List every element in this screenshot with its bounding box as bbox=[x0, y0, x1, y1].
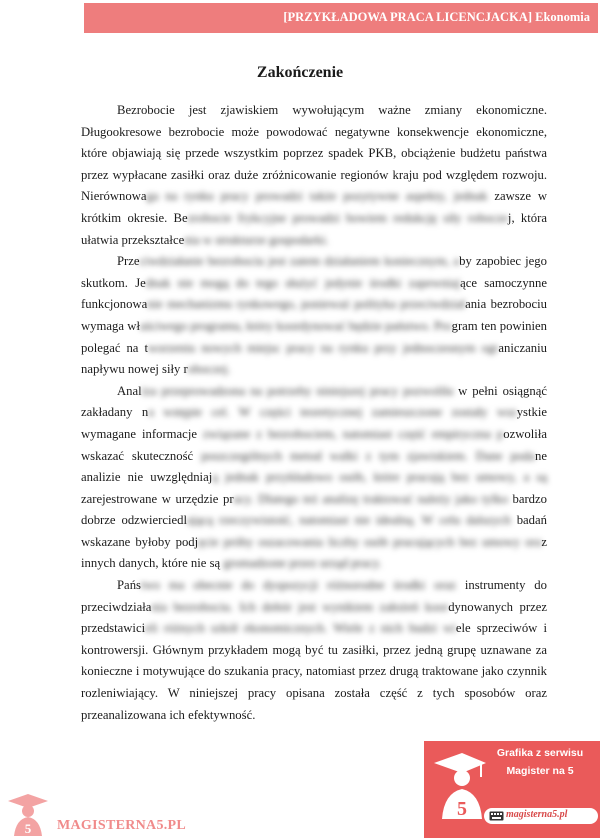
blurred-text: acy. Dlatego też analizę traktować należy jako tylko bbox=[233, 491, 513, 506]
promo-badge-number: 5 bbox=[457, 798, 467, 820]
document-header-label: [PRZYKŁADOWA PRACA LICENCJACKA] Ekonomia bbox=[283, 10, 590, 24]
blurred-text: gromadzone przez urząd pracy. bbox=[223, 556, 382, 571]
blurred-text: poszczególnych metod walki z tym zjawiskiem. Dane poda bbox=[193, 448, 536, 463]
paragraph-text: ące samoczynne funkcjonowa bbox=[81, 275, 547, 312]
blurred-text: worzeniu nowych miejsc pracy na rynku przy jednoczesnym ogr bbox=[147, 340, 499, 355]
promo-banner[interactable] bbox=[424, 741, 600, 838]
blurred-text: ciwdziałanie bezrobociu jest zatem działaniem koniecznym, a bbox=[139, 254, 460, 269]
paragraph-text: gram ten powinien polegać na t bbox=[81, 318, 548, 355]
paragraph-text: zarejestrowane w urzędzie pr bbox=[81, 491, 234, 506]
promo-line-2: Magister na 5 bbox=[506, 765, 574, 777]
paragraph-text: instrumenty do przeciwdziała bbox=[81, 578, 547, 614]
paragraph-text: ele sprzeciwów i kontrowersji. Głównym przykładem mogą być tu zasiłki, przez jedną grupę uznawane za konieczne i motywujące do szukania pracy, natomiast przez drugą traktowane jako czynnik rozleniwiający. W niniejszej pracy opisana została część z tych sposobów oraz przeanalizowana ich efektywność. bbox=[81, 621, 547, 722]
footer-badge-number: 5 bbox=[24, 821, 32, 836]
paragraph bbox=[81, 251, 547, 381]
paragraph-text: ystkie wymagane informacje bbox=[81, 405, 547, 441]
promo-url[interactable]: magisterna5.pl bbox=[506, 809, 568, 820]
paragraph-text: Bezrobocie jest zjawiskiem wywołującym ważne zmiany ekonomiczne. Długookresowe bezrobocie może powodować negatywne konsekwencje ekonomiczne, które objawiają się przede wszystkim poprzez spadek PKB, obciążenie budżetu państwa przez wypłacane zasiłki oraz duże zróżnicowanie regionów kraju pod względem rozwoju. Nierównowa bbox=[81, 103, 547, 204]
paragraph-text: j, która ułatwia przekształce bbox=[81, 210, 547, 247]
blurred-text: eli różnych szkół ekonomicznych. Wiele z nich budzi wi bbox=[145, 621, 456, 636]
paragraph-text: dynowanych przez przedstawici bbox=[81, 599, 547, 636]
paragraph-text: Pańs bbox=[117, 578, 141, 593]
blurred-text: ającą rzeczywistość, natomiast nie idealną. W celu dalszych bbox=[187, 513, 517, 528]
blurred-text: ą jednak przykładowo osób, które pracują bez umowy, a są bbox=[212, 470, 547, 485]
footer-site-label[interactable]: MAGISTERNA5.PL bbox=[57, 818, 187, 833]
paragraph-text: by zapobiec jego skutkom. Je bbox=[81, 254, 547, 290]
blurred-text: nia w strukturze gospodarki. bbox=[184, 232, 329, 247]
keyboard-icon bbox=[489, 811, 504, 821]
paragraph-text: badań wskazane byłoby podj bbox=[81, 513, 547, 549]
paragraph-text: z innych danych, które nie są bbox=[81, 534, 547, 571]
paragraph-text: zawsze w krótkim okresie. Be bbox=[81, 189, 547, 225]
document-body bbox=[81, 100, 547, 726]
blurred-text: nia bezrobociu. Ich dobór jest wynikiem założeń koor bbox=[151, 599, 449, 614]
graduate-logo-icon bbox=[428, 751, 486, 821]
blurred-text: zrobocie frykcyjne prowadzi bowiem redukcję siły robocze bbox=[187, 210, 508, 225]
paragraph-text: Anal bbox=[117, 383, 142, 398]
blurred-text: oboczej. bbox=[187, 362, 231, 377]
graduate-logo-icon bbox=[4, 792, 48, 836]
paragraph bbox=[81, 575, 547, 726]
paragraph-text: Prze bbox=[117, 254, 140, 269]
paragraph-text: ozwoliła wskazać skuteczność bbox=[81, 426, 547, 463]
blurred-text: iza przeprowadzona na potrzeby niniejszej pracy pozwoliła bbox=[141, 383, 454, 398]
blurred-text: ęcie próby oszacowania liczby osób pracujących bez umowy ora bbox=[198, 534, 542, 549]
blurred-text: two ma obecnie do dyspozycji różnorodne środki oraz bbox=[140, 578, 456, 593]
document-header-bar bbox=[84, 3, 598, 33]
paragraph-text: aniczaniu napływu nowej siły r bbox=[81, 340, 547, 377]
blurred-text: nie mechanizmu rynkowego, ponieważ polityka przeciwdział bbox=[147, 297, 466, 312]
section-title: Zakończenie bbox=[256, 64, 344, 81]
paragraph bbox=[81, 100, 547, 251]
blurred-text: dnak nie mogą do tego służyć jedynie środki zapewniaj bbox=[145, 275, 461, 290]
promo-url-pill[interactable] bbox=[484, 808, 598, 824]
paragraph-text: bardzo dobrze odzwierciedl bbox=[81, 491, 547, 528]
promo-line-1: Grafika z serwisu bbox=[496, 747, 584, 759]
blurred-text: a wstępie cel. W części teoretycznej zamieszczone zostały wsz bbox=[148, 405, 517, 420]
blurred-text: związane z bezrobociem, natomiast część empiryczna p bbox=[203, 426, 504, 441]
paragraph bbox=[81, 381, 547, 575]
paragraph-text: ania bezrobociu wymaga wł bbox=[81, 297, 548, 333]
blurred-text: ga na rynku pracy prowadzi także pozytywne aspekty, jednak bbox=[146, 189, 488, 204]
blurred-text: aściwego programu, który koordynować będzie państwo. Pro bbox=[139, 318, 452, 333]
paragraph-text: w pełni osiągnąć zakładany n bbox=[81, 383, 548, 420]
paragraph-text: ne analizie nie uwzględniaj bbox=[81, 448, 547, 485]
